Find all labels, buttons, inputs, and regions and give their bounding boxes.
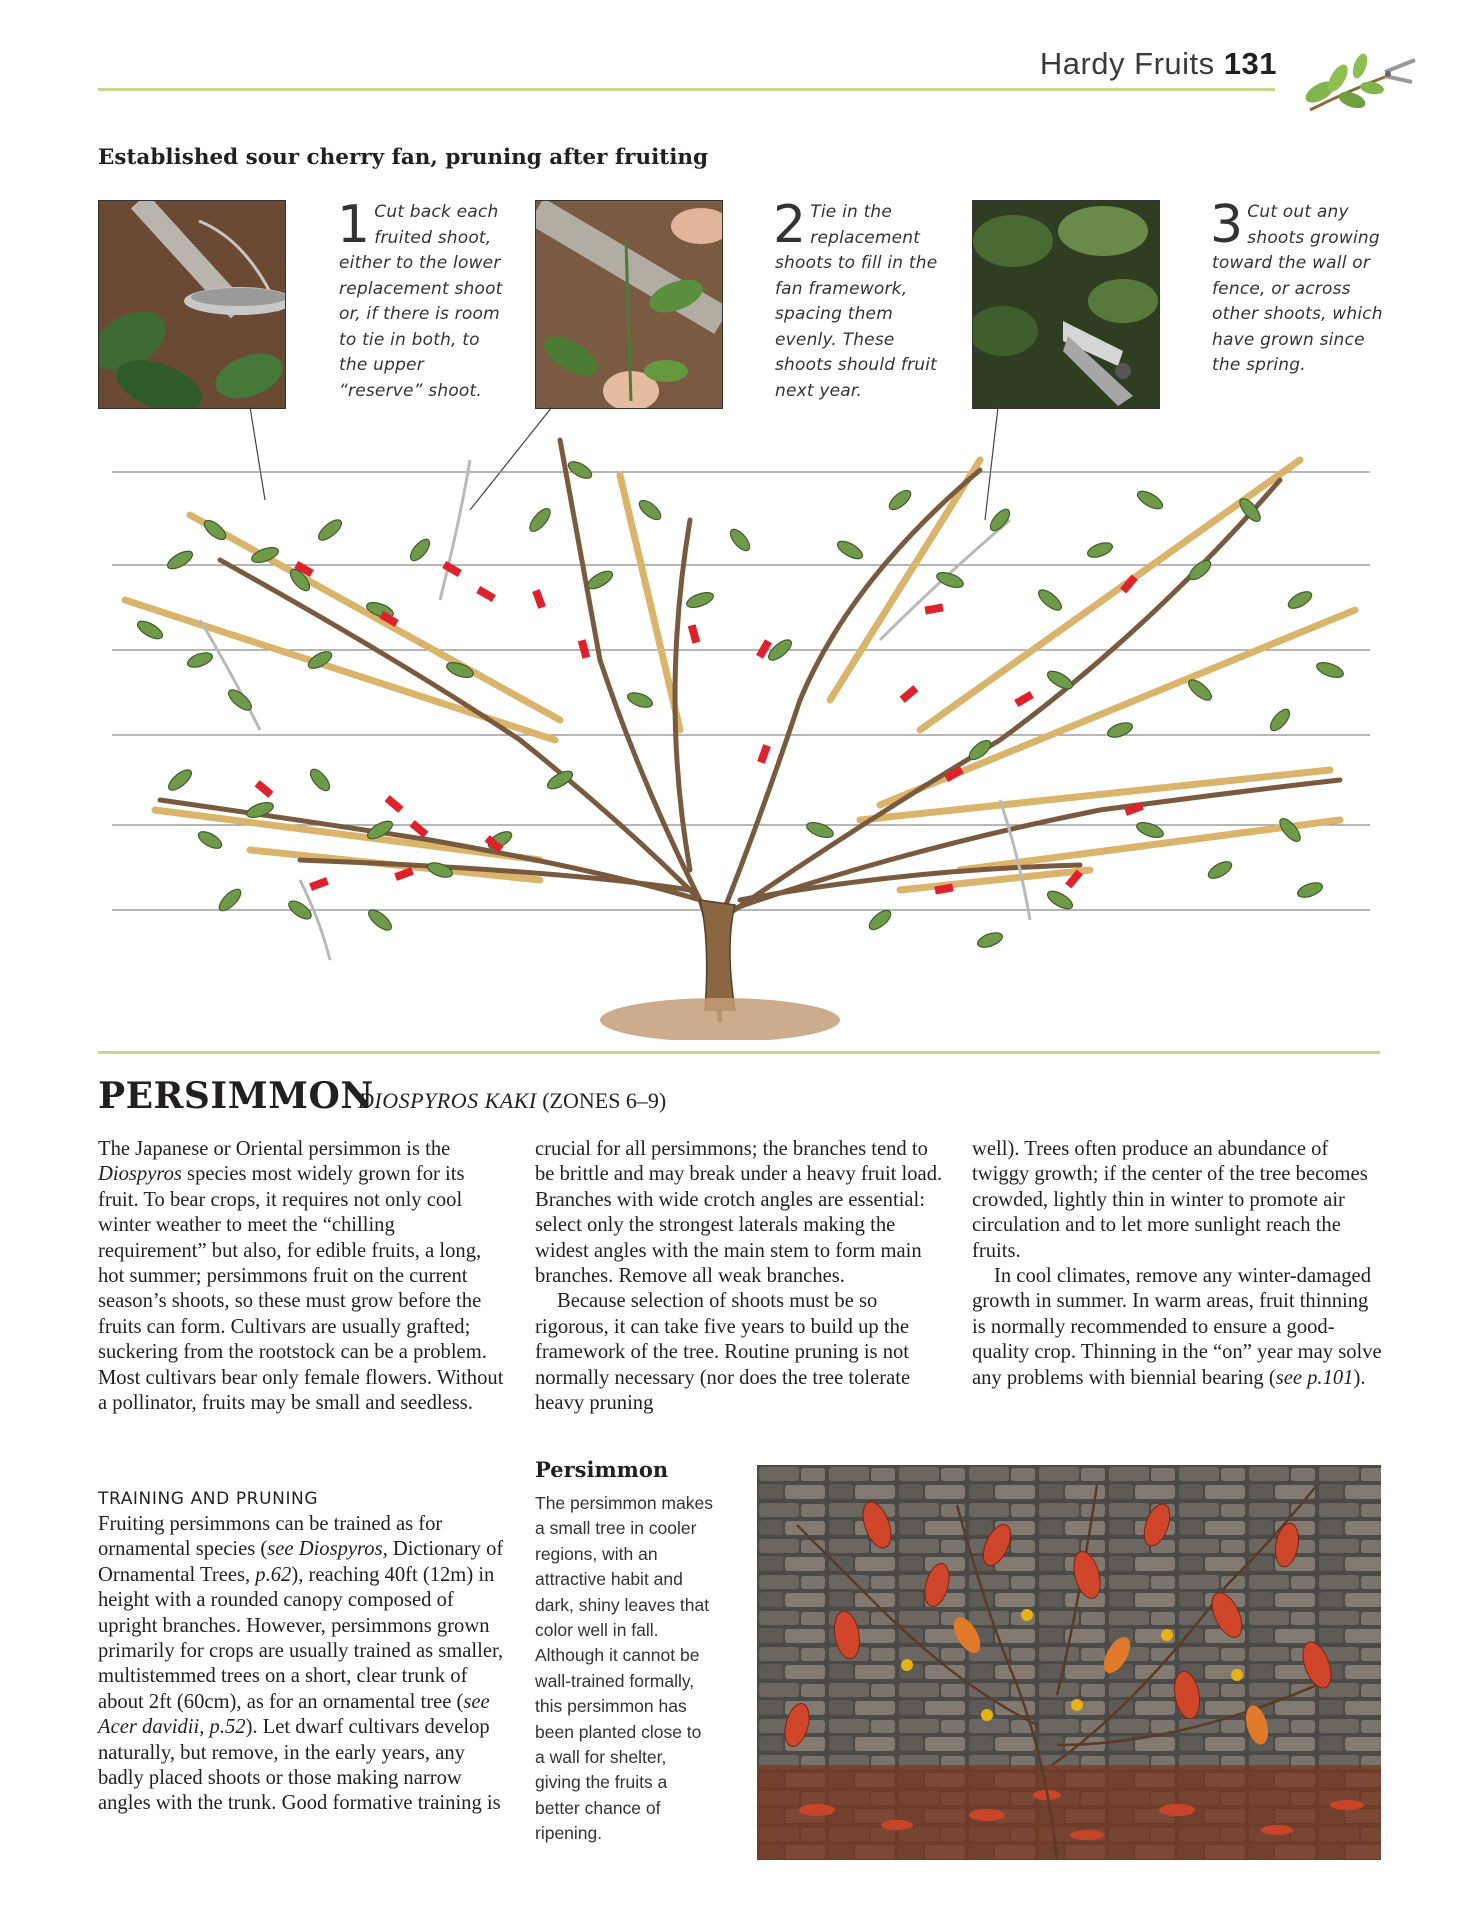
step-1-leader-line [250,407,265,500]
step-3-text [1210,195,1387,379]
step-2-photo [535,200,723,409]
step-1-number: 1 [337,195,371,255]
step-2-text [773,195,945,404]
col2-paragraph-2: Because selection of shoots must be so rigorous, it can take five years to build up the framework of the tree. Routine pruning is not normally necessary (nor does the tree tolerate heavy pruning [535,1290,911,1415]
step-3-photo [972,200,1160,409]
col3-paragraph-2: In cool climates, remove any winter-damaged growth in summer. In warm areas, fruit thinning is normally recommended to ensure a good-quality crop. Thinning in the “on” year may solve any problems with biennial bearing (see p.101). [972,1265,1382,1389]
step-1-text [337,195,509,404]
step-1-body: Cut back each fruited shoot, either to the lower replacement shoot or, if there is room to tie in both, to the upper “reserve” shoot. [339,202,503,401]
step-3-leader-line [985,407,998,520]
tree-foliage [135,458,1345,950]
soil-mound [600,998,840,1040]
col2-paragraph-1: crucial for all persimmons; the branches tend to be brittle and may break under a heavy fruit load. Branches with wide crotch angles are essential: select only the strongest laterals making the widest angles with the main stem to form main branches. Remove all weak branches. [535,1138,943,1288]
header-rule [98,88,1275,91]
page-number: 131 [1223,46,1277,81]
column-3-text [972,1137,1382,1391]
persimmon-latin: DIOSPYROS KAKI [358,1088,537,1113]
running-header [1040,46,1277,82]
section-name: Hardy Fruits [1039,46,1215,81]
leafy-sprig-with-pruners-icon [1290,30,1420,130]
cherry-fan-heading: Established sour cherry fan, pruning after fruiting [98,145,709,170]
column-2-text [535,1137,945,1416]
step-3-number: 3 [1210,195,1244,255]
col1-paragraph: The Japanese or Oriental persimmon is the Diospyros species most widely grown for its fruit. To bear crops, it requires not only cool winter weather to meet the “chilling requirement” but also, for edible fruits, a long, hot summer; persimmons fruit on the current season’s shoots, so these must grow before the fruits can form. Cultivars are usually grafted; suckering from the rootstock can be a problem. Most cultivars bear only female flowers. Without a pollinator, fruits may be small and seedless. [98,1138,504,1415]
persimmon-wall-photo [757,1465,1381,1860]
section-rule [98,1051,1380,1054]
photo-caption-text: The persimmon makes a small tree in cooler regions, with an attractive habit and dark, shiny leaves that color well in fall. Although it cannot be wall-trained formally, this persimmon has been planted close to a wall for shelter, giving the fruits a better chance of ripening. [535,1493,713,1844]
cherry-fan-illustration [0,400,1467,1040]
column-1-text [98,1137,508,1416]
step-1-photo [98,200,286,409]
photo-caption-heading: Persimmon [535,1457,669,1482]
persimmon-latin-and-zones [358,1088,666,1114]
training-text: Fruiting persimmons can be trained as for ornamental species (see Diospyros, Dictionary of Ornamental Trees, p.62), reaching 40ft (12m) in height with a rounded canopy composed of upright branches. However, persimmons grown primarily for crops are usually trained as smaller, multistemmed trees on a short, clear trunk of about 2ft (60cm), as for an ornamental tree (see Acer davidii, p.52). Let dwarf cultivars develop naturally, but remove, in the early years, any badly placed shoots or those making narrow angles with the trunk. Good formative training is [98,1513,504,1815]
persimmon-title: PERSIMMON [98,1075,374,1117]
col3-paragraph-1: well). Trees often produce an abundance of twiggy growth; if the center of the tree becomes crowded, lightly thin in winter to promote air circulation and to let more sunlight reach the fruits. [972,1138,1368,1262]
tree-trunk [700,900,735,1010]
step-2-number: 2 [773,195,807,255]
persimmon-zones: (ZONES 6–9) [542,1088,667,1113]
step-2-body: Tie in the replacement shoots to fill in the fan framework, spacing them evenly. These shoots should fruit next year. [775,202,938,401]
step-2-leader-line [470,407,552,510]
step-3-body: Cut out any shoots growing toward the wall or fence, or across other shoots, which have grown since the spring. [1212,202,1383,375]
training-heading: TRAINING AND PRUNING [98,1489,319,1509]
